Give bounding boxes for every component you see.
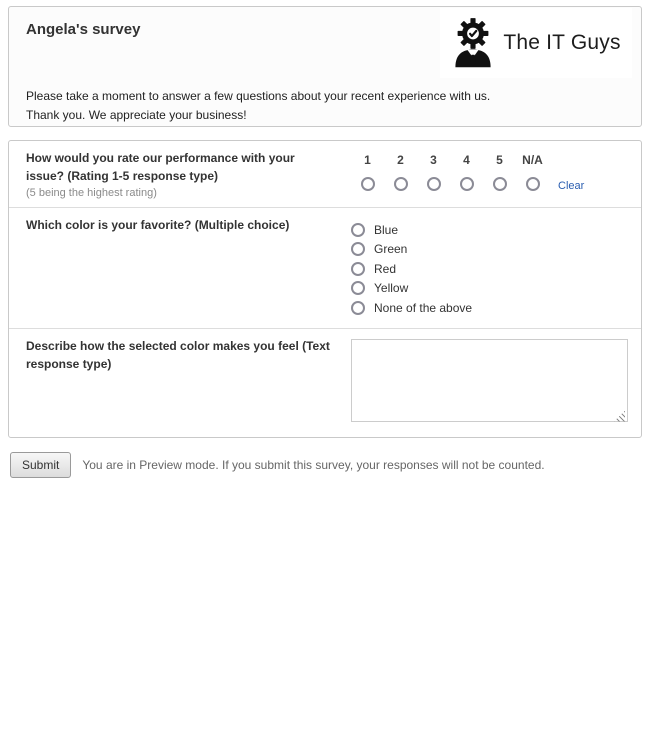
textarea-wrapper	[351, 339, 628, 427]
rating-option-3	[417, 153, 450, 193]
question-row-text	[9, 328, 641, 437]
rating-radio-1[interactable]	[361, 177, 375, 191]
choice-label-none: None of the above	[374, 300, 473, 315]
rating-radio-na[interactable]	[526, 177, 540, 191]
question-2-label: Which color is your favorite? (Multiple choice)	[26, 218, 290, 232]
question-3-text-block	[9, 329, 346, 437]
rating-label-1: 1	[364, 153, 371, 167]
choice-label-yellow: Yellow	[374, 281, 409, 296]
rating-label-3: 3	[430, 153, 437, 167]
rating-option-1	[351, 153, 384, 193]
rating-option-2	[384, 153, 417, 193]
rating-label-2: 2	[397, 153, 404, 167]
question-3-label: Describe how the selected color makes you feel (Text response type)	[26, 338, 330, 371]
question-2-answer-area	[346, 208, 641, 328]
rating-label-4: 4	[463, 153, 470, 167]
choice-label-green: Green	[374, 242, 408, 257]
questions-card	[8, 140, 642, 438]
color-radio-yellow[interactable]	[351, 281, 365, 295]
question-row-color	[9, 207, 641, 328]
rating-radio-2[interactable]	[394, 177, 408, 191]
preview-mode-message: You are in Preview mode. If you submit this survey, your responses will not be counted.	[82, 457, 545, 472]
choice-blue	[351, 220, 631, 240]
clear-rating-link[interactable]: Clear	[558, 180, 585, 192]
choice-label-blue: Blue	[374, 222, 399, 237]
intro-line-1: Please take a moment to answer a few questions about your recent experience with us.	[26, 89, 491, 103]
gear-person-icon	[451, 18, 495, 68]
rating-option-na	[516, 153, 549, 193]
intro-text	[26, 87, 490, 125]
question-row-rating	[9, 141, 641, 207]
question-1-text-block	[9, 141, 346, 207]
company-name: The IT Guys	[503, 31, 621, 54]
company-logo	[440, 8, 632, 78]
survey-header-card	[8, 6, 642, 127]
color-radio-red[interactable]	[351, 262, 365, 276]
rating-radio-3[interactable]	[427, 177, 441, 191]
rating-radio-5[interactable]	[493, 177, 507, 191]
question-3-answer-area	[346, 329, 641, 437]
submit-button[interactable]: Submit	[10, 452, 71, 478]
color-radio-none[interactable]	[351, 301, 365, 315]
footer-row	[10, 452, 650, 478]
choice-green	[351, 240, 631, 260]
choice-none	[351, 298, 631, 318]
question-1-sublabel: (5 being the highest rating)	[26, 187, 157, 199]
color-feel-textarea[interactable]	[351, 339, 628, 422]
rating-option-4	[450, 153, 483, 193]
color-choices	[351, 216, 631, 318]
choice-label-red: Red	[374, 261, 397, 276]
question-1-answer-area	[346, 141, 641, 207]
color-radio-blue[interactable]	[351, 223, 365, 237]
question-1-label: How would you rate our performance with your issue? (Rating 1-5 response type)	[26, 151, 295, 183]
survey-title: Angela's survey	[26, 21, 141, 38]
choice-red	[351, 259, 631, 279]
rating-label-5: 5	[496, 153, 503, 167]
rating-radio-4[interactable]	[460, 177, 474, 191]
rating-label-na: N/A	[522, 153, 543, 167]
rating-scale	[351, 149, 631, 193]
rating-option-5	[483, 153, 516, 193]
intro-line-2: Thank you. We appreciate your business!	[26, 108, 247, 122]
question-2-text-block	[9, 208, 346, 328]
color-radio-green[interactable]	[351, 242, 365, 256]
choice-yellow	[351, 279, 631, 299]
